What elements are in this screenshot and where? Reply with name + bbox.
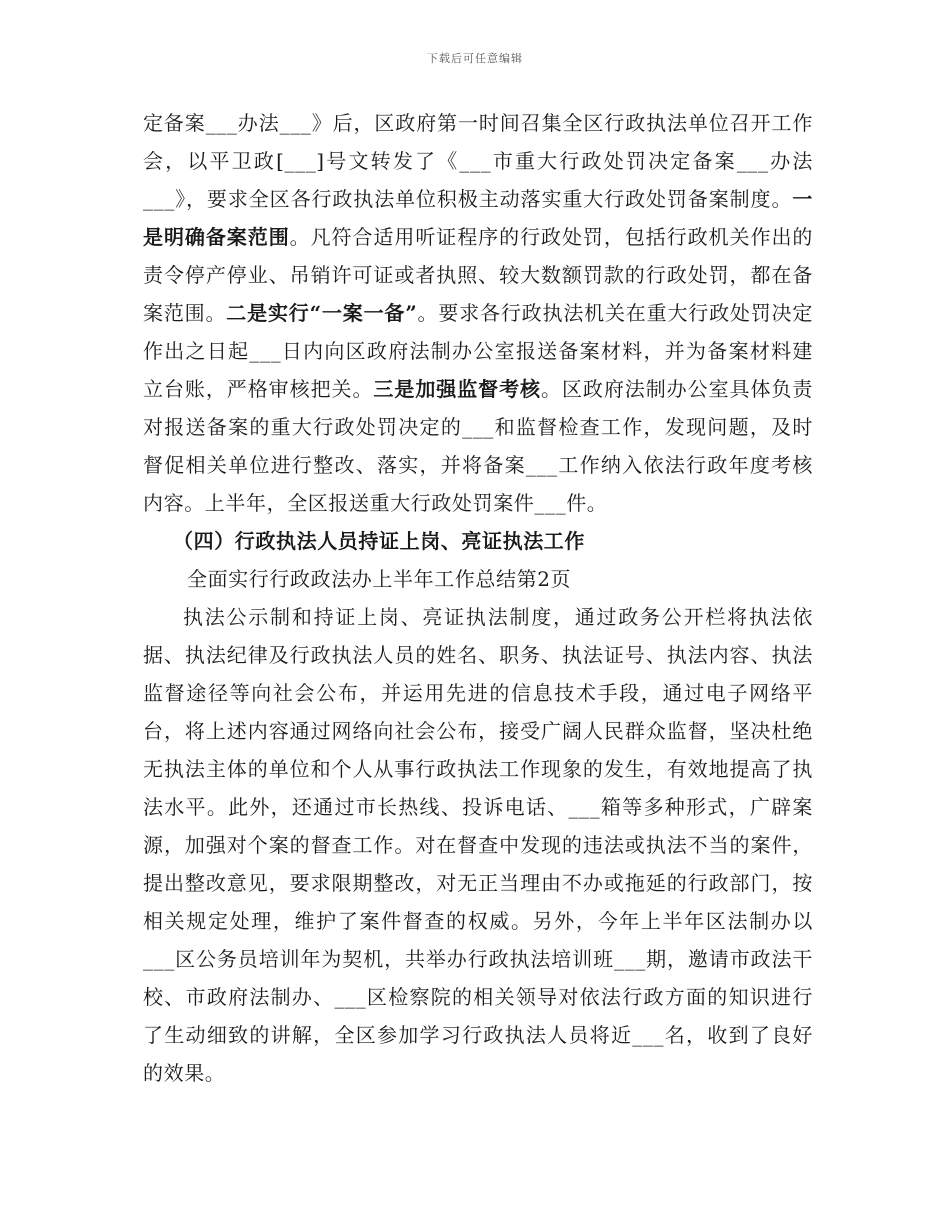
page-header: 下载后可任意编辑 xyxy=(427,52,523,65)
paragraph-text: 。区政府法制办公室具体负责对报送备案的重大行政处罚决定的___和监督检查工作，发现问题，及时督促相关单位进行整改、落实，并将备案___工作纳入依法行政年度考核内容。上半年，全区报送重大行政处罚案件___件。 xyxy=(143,377,813,515)
paragraph-text: 定备案___办法___》后，区政府第一时间召集全区行政执法单位召开工作会，以平卫政[___]号文转发了《___市重大行政处罚决定备案___办法___》，要求全区各行政执法单位积极主动落实重大行政处罚备案制度。 xyxy=(143,111,813,211)
document-body xyxy=(143,104,813,1092)
bold-point-three: 三是加强监督考核 xyxy=(373,377,541,401)
paragraph-law-enforcement: 执法公示制和持证上岗、亮证执法制度，通过政务公开栏将执法依据、执法纪律及行政执法人员的姓名、职务、执法证号、执法内容、执法监督途径等向社会公布，并运用先进的信息技术手段，通过电子网络平台，将上述内容通过网络向社会公布，接受广阔人民群众监督，坚决杜绝无执法主体的单位和个人从事行政执法工作现象的发生，有效地提高了执法水平。此外，还通过市长热线、投诉电话、___箱等多种形式，广辟案源，加强对个案的督查工作。对在督查中发现的违法或执法不当的案件，提出整改意见，要求限期整改，对无正当理由不办或拖延的行政部门，按相关规定处理，维护了案件督查的权威。另外，今年上半年区法制办以___区公务员培训年为契机，共举办行政执法培训班___期，邀请市政法干校、市政府法制办、___区检察院的相关领导对依法行政方面的知识进行了生动细致的讲解，全区参加学习行政执法人员将近___名，收到了良好的效果。 xyxy=(143,605,813,1085)
paragraph-text: 。凡符合适用听证程序的行政处罚，包括行政机关作出的责令停产停业、吊销许可证或者执照、较大数额罚款的行政处罚，都在备案范围。 xyxy=(143,225,813,325)
bold-point-one: 一是明确备案范围 xyxy=(143,187,813,249)
page-continuation-line: 全面实行行政政法办上半年工作总结第2页 xyxy=(187,567,572,591)
paragraph-text: 。要求各行政执法机关在重大行政处罚决定作出之日起___日内向区政府法制办公室报送备案材料，并为备案材料建立台账，严格审核把关。 xyxy=(143,301,813,401)
paragraph-filing-system xyxy=(143,104,813,522)
bold-point-two: 二是实行“一案一备” xyxy=(226,301,418,325)
section-heading-four: （四）行政执法人员持证上岗、亮证执法工作 xyxy=(173,529,585,553)
